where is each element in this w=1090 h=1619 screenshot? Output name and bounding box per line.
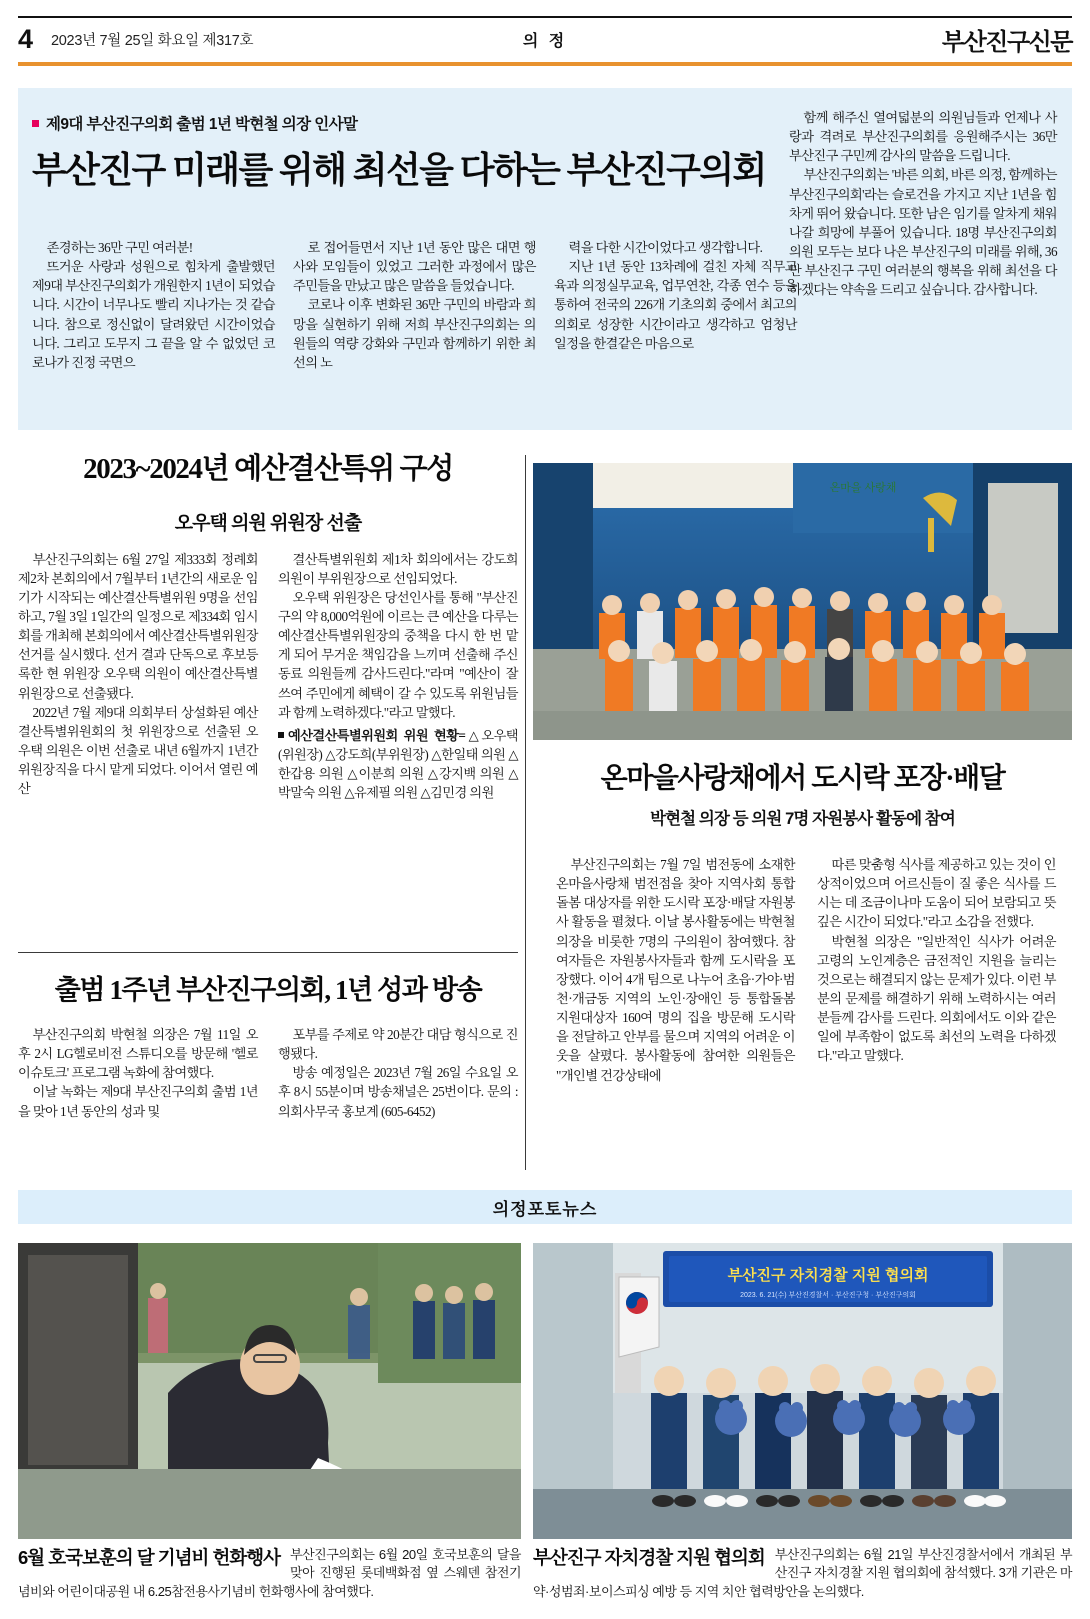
paragraph: 존경하는 36만 구민 여러분! [46,240,193,255]
masthead [18,18,1072,60]
photo-illustration [18,1243,521,1539]
photo-news-banner-label: 의정포토뉴스 [492,1199,598,1219]
masthead-bottom-rule [18,62,1072,66]
divider-vertical-center [525,455,526,1170]
broadcast-column-1 [18,1025,258,1121]
broadcast-article [18,968,518,1121]
lead-column-3 [554,238,797,372]
budget-sub-headline: 오우택 의원 위원장 선출 [174,512,362,534]
photo-banner-text: 부산진구 자치경찰 지원 협의회 [727,1267,929,1284]
budget-column-2 [278,550,518,803]
lead-column-1 [32,238,275,372]
paragraph: 따른 맞춤형 식사를 제공하고 있는 것이 인상적이었으며 어르신들이 질 좋은 식사를 드시는 데 조금이나마 도움이 되어 보람되고 뜻깊은 시간이 되었다."라고 소감을 전했다. [817,857,1056,930]
volunteer-photo-title: 온마을사랑채에서 도시락 포장·배달 [600,763,1005,794]
section-title: 의 정 [522,32,568,50]
page-number: 4 [18,23,34,54]
budget-column-1 [18,550,258,803]
volunteer-column-1 [556,855,795,1085]
paragraph: 부산진구의회는 6월 27일 제333회 정례회 제2차 본회의에서 7월부터 1년간의 새로운 임기가 시작되는 예산결산특별위원 9명을 선임하고, 7월 3일 1일간의 일정으로 제334회 임시회를 개최해 본회의에서 예산결산특별위원장 선거를 실시했다. 선거 결과 단독으로 후보등록한 현 위원장 오우택 의원이 예산결산특별위원장으로 선출됐다. [18,551,258,701]
broadcast-headline: 출범 1주년 부산진구의회, 1년 성과 방송 [54,975,482,1005]
memorial-caption-body: 부산진구의회는 6월 20일 호국보훈의 달을 맞아 진행된 롯데백화점 옆 스웨덴 참전기념비와 어린이대공원 내 6.25참전용사기념비 헌화행사에 참여했다. [18,1547,521,1599]
paragraph: 뜨거운 사랑과 성원으로 힘차게 출발했던 제9대 부산진구의회가 개원한지 1년이 되었습니다. 시간이 너무나도 빨리 지나가는 것 같습니다. 참으로 정신없이 달려왔던 시간이었습니다. 그리고 도무지 그 끝을 알 수 없었던 코로나가 진정 국면으 [32,259,275,370]
paragraph: 박현철 의장은 "일반적인 식사가 어려운 고령의 노인계층은 금전적인 지원을 늘리는 것으로는 해결되지 않는 문제가 있다. 이런 부분의 문제를 해결하기 위해 노력하시는 여러분들께 감사를 드린다. 의회에서도 이와 같은 일에 부족함이 없도록 최선의 노력을 다하겠다."라고 말했다. [817,933,1056,1064]
paragraph: 코로나 이후 변화된 36만 구민의 바람과 희망을 실현하기 위해 저희 부산진구의회는 의원들의 역량 강화와 구민과 함께하기 위한 최선의 노 [293,297,536,370]
svg-text:온마을 사랑채: 온마을 사랑채 [829,482,897,494]
memorial-photo-caption [18,1546,521,1601]
paragraph: 포부를 주제로 약 20분간 대담 형식으로 진행됐다. [278,1027,518,1062]
budget-headline: 2023~2024년 예산결산특위 구성 [83,453,453,485]
publication-date: 2023년 7월 25일 화요일 제317호 [51,32,254,49]
police-caption-title: 부산진구 자치경찰 지원 협의회 [533,1547,765,1568]
photo-illustration [533,1243,1072,1539]
paragraph: 결산특별위원회 제1차 회의에서는 강도희 의원이 부위원장으로 선임되었다. [278,551,518,586]
broadcast-column-2 [278,1025,518,1121]
memorial-ceremony-photo [18,1243,521,1539]
paragraph: 로 접어들면서 지난 1년 동안 많은 대면 행사와 모임들이 있었고 그러한 과정에서 많은 주민들을 만났고 많은 말씀을 들었습니다. [293,240,536,294]
svg-text:2023. 6. 21(수) 부산진경찰서 · 부산진구청: 2023. 6. 21(수) 부산진경찰서 · 부산진구청 · 부산진구의회 [740,1292,916,1299]
member-list-label-text: 예산결산특별위원회 위원 현황= [288,727,466,743]
paragraph: 이날 녹화는 제9대 부산진구의회 출범 1년을 맞아 1년 동안의 성과 및 [18,1084,258,1119]
police-photo-caption [533,1546,1072,1601]
paragraph: 함께 해주신 열여덟분의 의원님들과 언제나 사랑과 격려로 부산진구의회를 응원해주시는 36만 부산진구 구민께 감사의 말씀을 드립니다. [789,110,1057,164]
budget-columns [18,550,518,803]
memorial-caption-title: 6월 호국보훈의 달 기념비 헌화행사 [18,1547,281,1568]
lead-headline: 부산진구 미래를 위해 최선을 다하는 부산진구의회 [32,150,766,190]
volunteer-column-2 [817,855,1056,1085]
paragraph: 오우택 위원장은 당선인사를 통해 "부산진구의 약 8,000억원에 이르는 큰 예산을 다루는 예산결산특별위원장의 중책을 다시 한 번 맡게 되어 무거운 책임감을 느끼며 선출해 주신 동료 의원들께 감사드린다."라며 "예산이 잘 쓰여 주민에게 혜택이 갈 수 있도록 위원님들과 함께 노력하겠다."라고 말했다. [278,589,518,720]
volunteer-article-columns [556,855,1056,1085]
volunteer-photo-subtitle: 박현철 의장 등 의원 7명 자원봉사 활동에 참여 [650,810,955,828]
police-council-photo [533,1243,1072,1539]
newspaper-logo: 부산진구신문 [941,28,1072,56]
budget-article [18,452,518,802]
volunteer-group-photo [533,463,1072,740]
member-list-text: △오우택(위원장) △강도희(부위원장) △한일태 의원 △한갑용 의원 △이분희 의원 △강지백 의원 △박말숙 의원 △유제필 의원 △김민경 의원 [278,727,518,801]
divider-horizontal-left [18,952,518,953]
police-caption-body: 부산진구의회는 6월 21일 부산진경찰서에서 개최된 부산진구 자치경찰 지원 협의회에 참석했다. 3개 기관은 마약·성범죄·보이스피싱 예방 등 지역 치안 협력방안을 논의했다. [533,1547,1072,1599]
committee-member-list [278,726,518,803]
paragraph: 부산진구의회 박현철 의장은 7월 11일 오후 2시 LG헬로비전 스튜디오를 방문해 '헬로 이슈토크' 프로그램 녹화에 참여했다. [18,1027,258,1081]
member-list-label [278,726,518,803]
lead-column-4 [789,108,1057,299]
photo-news-banner [18,1190,1072,1224]
paragraph: 방송 예정일은 2023년 7월 26일 수요일 오후 8시 55분이며 방송채널은 25번이다. 문의 : 의회사무국 홍보계 (605-6452) [278,1065,518,1119]
paragraph: 력을 다한 시간이었다고 생각합니다. [568,240,763,255]
bullet-square-icon [278,732,284,738]
paragraph: 지난 1년 동안 13차례에 걸친 자체 직무교육과 의정실무교육, 업무연찬, 각종 연수 등을 통하여 전국의 226개 기초의회 중에서 최고의 의회로 성장한 시간이라고 생각하고 엄청난 일정을 한결같은 마음으로 [554,259,797,351]
lead-kicker-text: 제9대 부산진구의회 출범 1년 박현철 의장 인사말 [46,116,358,133]
lead-column-2 [293,238,536,372]
paragraph: 2022년 7월 제9대 의회부터 상설화된 예산결산특별위원회의 첫 위원장으로 선출된 오우택 의원은 이번 선출로 내년 6월까지 1년간 위원장직을 다시 맡게 되었다. 이어서 열린 예산 [18,704,258,797]
paragraph: 부산진구의회는 '바른 의회, 바른 의정, 함께하는 부산진구의회'라는 슬로건을 가지고 지난 1년을 힘차게 뛰어 왔습니다. 또한 남은 임기를 알차게 채워나갈 희망에 부풀어 있습니다. 18명 부산진구의회 의원 모두는 보다 나은 부산진구의 미래를 위해, 36만 부산진구 구민 여러분의 행복을 위해 최선을 다하겠다는 약속을 드리고 싶습니다. 감사합니다. [789,167,1057,298]
lead-kicker [32,112,357,134]
broadcast-columns [18,1025,518,1121]
bullet-square-icon [32,120,39,127]
paragraph: 부산진구의회는 7월 7일 범전동에 소재한 온마을사랑채 범전점을 찾아 지역사회 통합돌봄 대상자를 위한 도시락 포장·배달 자원봉사 활동을 펼쳤다. 이날 봉사활동에는 박현철 의장을 비롯한 7명의 구의원이 참여했다. 참여자들은 자원봉사자들과 함께 도시락을 포장했다. 이어 4개 팀으로 나누어 초읍·가야·범천·개금동 지역의 노인·장애인 등 통합돌봄 지원대상자 160여 명의 집을 방문해 도시락을 전달하고 안부를 물으며 지역의 어려운 이웃을 살폈다. 봉사활동에 참여한 의원들은 "개인별 건강상태에 [556,857,795,1083]
photo-illustration [533,463,1072,740]
